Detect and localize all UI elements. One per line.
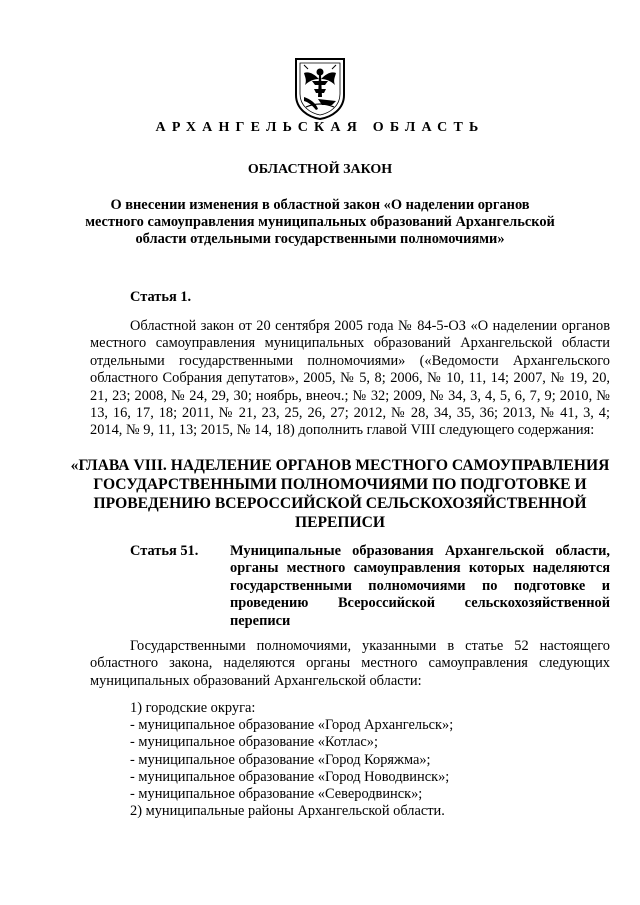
municipality-list (130, 700, 610, 820)
law-title: О внесении изменения в областной закон «О наделении органов местного самоуправления муниципальных образований Архангельской области отдельными государственными полномочиями» (85, 197, 555, 247)
list-item: - муниципальное образование «Город Коряжма»; (130, 751, 431, 768)
list-item: - муниципальное образование «Северодвинск»; (130, 786, 423, 803)
article-51-number: Статья 51. (130, 543, 199, 559)
coat-of-arms-icon (292, 55, 348, 121)
document-type: ОБЛАСТНОЙ ЗАКОН (247, 162, 393, 177)
article-1-heading: Статья 1. (130, 289, 192, 305)
list-item: - муниципальное образование «Котлас»; (130, 734, 378, 751)
list-item: - муниципальное образование «Город Новодвинск»; (130, 768, 450, 785)
chapter-title: «ГЛАВА VIII. НАДЕЛЕНИЕ ОРГАНОВ МЕСТНОГО САМОУПРАВЛЕНИЯ ГОСУДАРСТВЕННЫМИ ПОЛНОМОЧИЯМИ ПО ПОДГОТОВКЕ И ПРОВЕДЕНИЮ ВСЕРОССИЙСКОЙ СЕЛЬСКОХОЗЯЙСТВЕННОЙ ПЕРЕПИСИ (70, 457, 610, 531)
list-item: 2) муниципальные районы Архангельской области. (130, 803, 445, 820)
article-1-text: Областной закон от 20 сентября 2005 года № 84-5-ОЗ «О наделении органов местного самоуправления муниципальных образований Архангельской области отдельными государственными полномочиями» («Ведомости Архангельского областного Собрания депутатов», 2005, № 5, 8; 2006, № 10, 11, 14; 2007, № 19, 20, 21, 23; 2008, № 24, 29, 30; ноябрь, внеоч.; № 32; 2009, № 34, 3, 4, 5, 6, 7, 9; 2010, № 13, 16, 17, 18; 2011, № 21, 23, 25, 26, 27; 2012, № 28, 34, 35, 36; 2013, № 41, 3, 4; 2014, № 9, 11, 13; 2015, № 14, 18) дополнить главой VIII следующего содержания: (90, 318, 610, 439)
region-name: АРХАНГЕЛЬСКАЯ ОБЛАСТЬ (155, 120, 485, 135)
list-item: 1) городские округа: (130, 700, 256, 716)
article-51-body: Государственными полномочиями, указанными в статье 52 настоящего областного закона, наделяются органы местного самоуправления следующих муниципальных образований Архангельской области: (90, 638, 610, 689)
article-51-title: Муниципальные образования Архангельской области, органы местного самоуправления которых наделяются государственными полномочиями по подготовке и проведению Всероссийской сельскохозяйственной переписи (230, 543, 610, 629)
list-item: - муниципальное образование «Город Архангельск»; (130, 717, 454, 734)
